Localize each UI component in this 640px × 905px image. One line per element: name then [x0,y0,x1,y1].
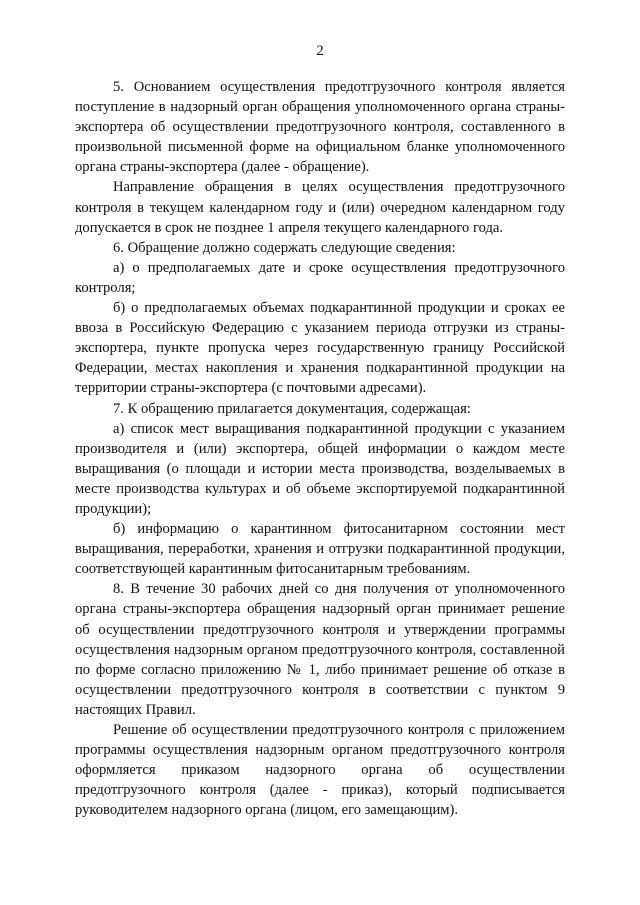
paragraph-item-6b: б) о предполагаемых объемах подкарантинной продукции и сроках ее ввоза в Российскую Федерацию с указанием периода отгрузки из страны-экспортера, пункте пропуска через государственную границу Российской Федерации, местах накопления и хранения подкарантинной продукции на территории страны-экспортера (с почтовыми адресами). [75,300,565,397]
page-number: 2 [316,43,324,59]
paragraph-item-5: 5. Основанием осуществления предотгрузочного контроля является поступление в надзорный орган обращения уполномоченного органа страны-экспортера об осуществлении предотгрузочного контроля, составленного в произвольной письменной форме на официальном бланке уполномоченного органа страны-экспортера (далее - обращение). [75,79,565,176]
paragraph-item-5-deadline: Направление обращения в целях осуществления предотгрузочного контроля в текущем календарном году и (или) очередном календарном году допускается в срок не позднее 1 апреля текущего календарного года. [75,179,565,236]
paragraph-item-7: 7. К обращению прилагается документация, содержащая: [113,400,471,417]
paragraph-item-6: 6. Обращение должно содержать следующие сведения: [113,239,456,256]
paragraph-item-6a: а) о предполагаемых дате и сроке осуществления предотгрузочного контроля; [75,259,565,296]
paragraph-item-8: 8. В течение 30 рабочих дней со дня получения от уполномоченного органа страны-экспортера обращения надзорный орган принимает решение об осуществлении предотгрузочного контроля и утверждении программы осуществления надзорным органом предотгрузочного контроля, составленной по форме согласно приложению № 1, либо принимает решение об отказе в осуществлении предотгрузочного контроля в соответствии с пунктом 9 настоящих Правил. [75,581,565,718]
paragraph-item-7a: а) список мест выращивания подкарантинной продукции с указанием производителя и (или) экспортера, общей информации о каждом месте выращивания (о площади и истории места производства, возделываемых в месте производства культурах и об объеме экспортируемой подкарантинной продукции); [75,420,565,517]
paragraph-item-7b: б) информацию о карантинном фитосанитарном состоянии мест выращивания, переработки, хранения и отгрузки подкарантинной продукции, соответствующей карантинным фитосанитарным требованиям. [75,521,565,578]
document-body [75,77,565,820]
paragraph-item-8-decision: Решение об осуществлении предотгрузочного контроля с приложением программы осуществления надзорным органом предотгрузочного контроля оформляется приказом надзорного органа об осуществлении предотгрузочного контроля (далее - приказ), который подписывается руководителем надзорного органа (лицом, его замещающим). [75,722,565,819]
